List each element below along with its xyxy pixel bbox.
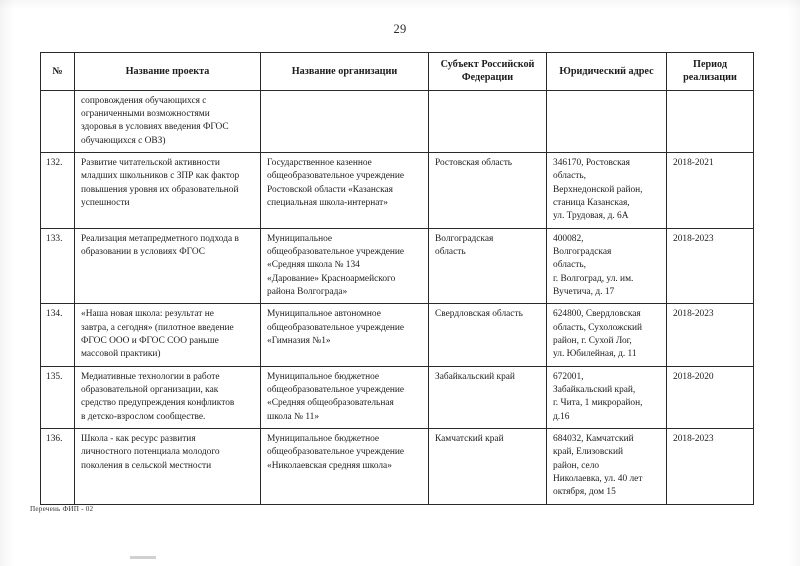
cell-address — [547, 90, 667, 152]
projects-table — [40, 52, 754, 505]
cell-address-line: область, — [553, 171, 586, 182]
column-header-period: Период реализации — [667, 53, 754, 91]
cell-address — [547, 366, 667, 428]
cell-project-line: здоровья в условиях введения ФГОС — [81, 122, 229, 133]
page-number: 29 — [393, 22, 407, 36]
cell-organization-line: района Волгограда» — [267, 286, 348, 297]
cell-number: 134. — [41, 304, 75, 366]
cell-period — [667, 90, 754, 152]
cell-project-line: Реализация метапредметного подхода в — [81, 233, 239, 244]
cell-project-line: успешности — [81, 197, 130, 208]
cell-organization-line: общеобразовательное учреждение — [267, 447, 405, 458]
cell-project — [75, 304, 261, 366]
cell-address-line: г. Чита, 1 микрорайон, — [553, 398, 643, 409]
cell-organization — [261, 366, 429, 428]
cell-project — [75, 152, 261, 228]
cell-organization-line: «Средняя общеобразовательная — [267, 398, 394, 409]
cell-address-line: край, Елизовский — [553, 447, 623, 458]
cell-period: 2018-2021 — [667, 152, 754, 228]
cell-project-line: Школа - как ресурс развития — [81, 434, 196, 445]
cell-subject — [429, 228, 547, 304]
cell-address-line: район, г. Сухой Лог, — [553, 336, 632, 346]
cell-organization — [261, 152, 429, 228]
scan-edge-mark — [130, 556, 156, 559]
cell-organization — [261, 90, 429, 152]
cell-period: 2018-2023 — [667, 429, 754, 505]
cell-subject — [429, 429, 547, 505]
cell-address-line: Забайкальский край, — [553, 385, 636, 396]
cell-organization-line: общеобразовательное учреждение — [267, 246, 405, 257]
cell-subject-line: область — [435, 246, 466, 257]
column-header-project: Название проекта — [75, 53, 261, 91]
table-row — [41, 366, 754, 428]
cell-number: 132. — [41, 152, 75, 228]
cell-address-line: Волгоградская — [553, 246, 612, 257]
cell-project-line: образовательной организации, как — [81, 385, 219, 396]
cell-address-line: Верхнедонской район, — [553, 184, 643, 195]
cell-subject — [429, 366, 547, 428]
cell-address-line: 400082, — [553, 233, 584, 244]
cell-address-line: д.16 — [553, 411, 570, 422]
table-row — [41, 90, 754, 152]
column-header-organization: Название организации — [261, 53, 429, 91]
cell-organization-line: Муниципальное бюджетное — [267, 434, 380, 445]
cell-subject-line: Свердловская область — [435, 309, 523, 320]
cell-address-line: район, село — [553, 460, 600, 471]
table-row — [41, 429, 754, 505]
cell-project-line: массовой практики) — [81, 349, 161, 360]
cell-organization-line: «Средняя школа № 134 — [267, 260, 360, 271]
cell-address-line: 624800, Свердловская — [553, 309, 641, 320]
cell-subject-line: Камчатский край — [435, 434, 504, 445]
cell-address-line: ул. Трудовая, д. 6А — [553, 211, 629, 222]
cell-organization-line: Муниципальное автономное — [267, 309, 381, 320]
cell-address-line: Вучетича, д. 17 — [553, 286, 615, 297]
cell-project-line: завтра, а сегодня» (пилотное введение — [81, 322, 234, 333]
cell-project-line: младших школьников с ЗПР как фактор — [81, 171, 240, 182]
cell-project-line: ограниченными возможностями — [81, 108, 210, 119]
cell-project-line: поколения в сельской местности — [81, 460, 212, 471]
cell-project-line: обучающихся с ОВЗ) — [81, 135, 166, 146]
cell-project-line: сопровождения обучающихся с — [81, 95, 207, 106]
cell-project-line: образовании в условиях ФГОС — [81, 246, 206, 257]
table-row — [41, 152, 754, 228]
cell-project — [75, 90, 261, 152]
cell-address — [547, 429, 667, 505]
cell-organization — [261, 228, 429, 304]
cell-organization-line: Муниципальное — [267, 233, 333, 244]
cell-project — [75, 228, 261, 304]
cell-project-line: средство предупреждения конфликтов — [81, 398, 235, 409]
cell-number: 135. — [41, 366, 75, 428]
cell-organization-line: «Гимназия №1» — [267, 336, 331, 346]
cell-organization-line: специальная школа-интернат» — [267, 197, 388, 208]
cell-project-line: «Наша новая школа: результат не — [81, 309, 214, 320]
cell-address — [547, 152, 667, 228]
cell-project-line: в детско-взрослом сообществе. — [81, 411, 206, 422]
cell-address-line: 672001, — [553, 371, 584, 382]
table-body — [41, 90, 754, 504]
cell-organization-line: общеобразовательное учреждение — [267, 322, 405, 333]
column-header-number: № — [41, 53, 75, 91]
cell-number: 133. — [41, 228, 75, 304]
cell-address-line: область, — [553, 260, 586, 271]
cell-address-line: станица Казанская, — [553, 197, 630, 208]
cell-period: 2018-2023 — [667, 228, 754, 304]
table-header-row — [41, 53, 754, 91]
cell-number: 136. — [41, 429, 75, 505]
cell-organization-line: общеобразовательное учреждение — [267, 385, 405, 396]
cell-period: 2018-2023 — [667, 304, 754, 366]
cell-organization — [261, 429, 429, 505]
cell-organization-line: общеобразовательное учреждение — [267, 171, 405, 182]
cell-project-line: Медиативные технологии в работе — [81, 371, 220, 382]
cell-period: 2018-2020 — [667, 366, 754, 428]
cell-address-line: 684032, Камчатский — [553, 434, 634, 445]
cell-address-line: 346170, Ростовская — [553, 157, 630, 168]
cell-project-line: ФГОС ООО и ФГОС СОО раньше — [81, 336, 219, 346]
cell-address-line: Николаевка, ул. 40 лет — [553, 474, 643, 485]
cell-subject — [429, 90, 547, 152]
cell-organization-line: «Николаевская средняя школа» — [267, 460, 392, 471]
table-row — [41, 228, 754, 304]
cell-organization-line: школа № 11» — [267, 411, 320, 422]
cell-subject — [429, 304, 547, 366]
cell-project-line: повышения уровня их образовательной — [81, 184, 239, 195]
cell-address-line: область, Сухоложский — [553, 322, 643, 333]
cell-organization-line: Государственное казенное — [267, 157, 372, 168]
cell-organization-line: Ростовской области «Казанская — [267, 184, 393, 195]
cell-address-line: октября, дом 15 — [553, 487, 616, 498]
cell-organization-line: «Дарование» Красноармейского — [267, 273, 396, 284]
cell-address-line: г. Волгоград, ул. им. — [553, 273, 634, 284]
cell-subject — [429, 152, 547, 228]
table-header — [41, 53, 754, 91]
cell-subject-line: Ростовская область — [435, 157, 513, 168]
cell-project-line: личностного потенциала молодого — [81, 447, 220, 458]
cell-address — [547, 304, 667, 366]
cell-subject-line: Забайкальский край — [435, 371, 515, 382]
column-header-address: Юридический адрес — [547, 53, 667, 91]
cell-number — [41, 90, 75, 152]
table-row — [41, 304, 754, 366]
cell-address — [547, 228, 667, 304]
cell-address-line: ул. Юбилейная, д. 11 — [553, 349, 637, 360]
cell-organization-line: Муниципальное бюджетное — [267, 371, 380, 382]
cell-project — [75, 366, 261, 428]
cell-subject-line: Волгоградская — [435, 233, 494, 244]
cell-organization — [261, 304, 429, 366]
cell-project — [75, 429, 261, 505]
column-header-subject: Субъект Российской Федерации — [429, 53, 547, 91]
footer-note: Перечень ФИП - 02 — [30, 505, 94, 513]
cell-project-line: Развитие читательской активности — [81, 157, 220, 168]
